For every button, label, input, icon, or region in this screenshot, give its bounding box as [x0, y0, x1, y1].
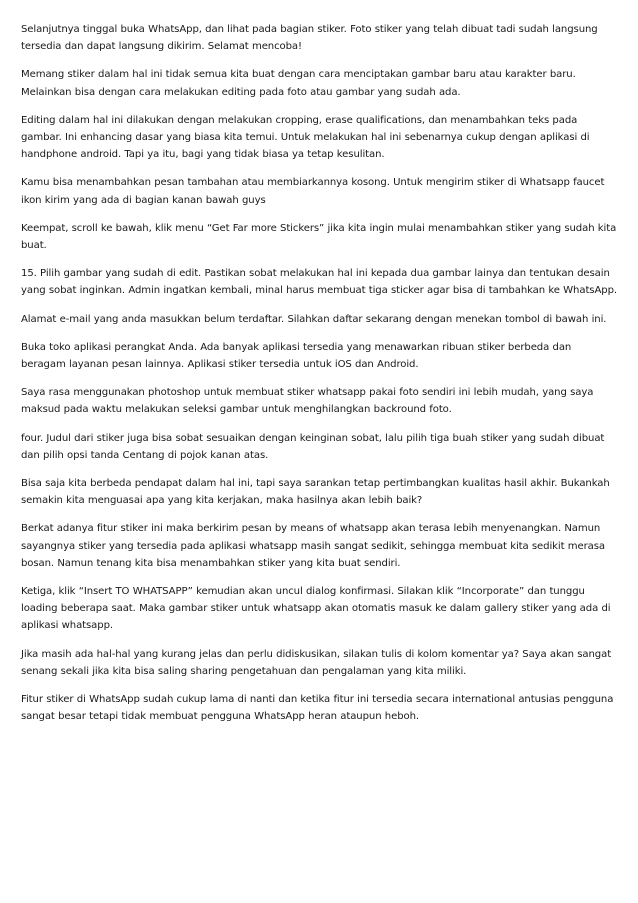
paragraph-10: four. Judul dari stiker juga bisa sobat sesuaikan dengan keinginan sobat, lalu pilih tiga buah stiker yang sudah dibuat dan pilih opsi tanda Centang di pojok kanan atas. — [21, 432, 605, 461]
paragraph-4: Kamu bisa menambahkan pesan tambahan atau membiarkannya kosong. Untuk mengirim stiker di Whatsapp faucet ikon kirim yang ada di bagian kanan bawah guys — [21, 177, 605, 206]
paragraph-3: Editing dalam hal ini dilakukan dengan melakukan cropping, erase qualifications, dan menambahkan teks pada gambar. Ini enhancing dasar yang biasa kita temui. Untuk melakukan hal ini sebenarnya cukup dengan aplikasi di handphone android. Tapi ya itu, bagi yang tidak biasa ya tetap kesulitan. — [21, 114, 590, 161]
paragraph-7: Alamat e-mail yang anda masukkan belum terdaftar. Silahkan daftar sekarang dengan menekan tombol di bawah ini. — [21, 313, 607, 325]
paragraph-9: Saya rasa menggunakan photoshop untuk membuat stiker whatsapp pakai foto sendiri ini lebih mudah, yang saya maksud pada waktu melakukan seleksi gambar untuk menghilangkan backround foto. — [21, 387, 594, 416]
document-body — [21, 21, 619, 737]
paragraph-6: 15. Pilih gambar yang sudah di edit. Pastikan sobat melakukan hal ini kepada dua gambar lainya dan tentukan desain yang sobat inginkan. Admin ingatkan kembali, minal harus membuat tiga sticker agar bisa di tambahkan ke WhatsApp. — [21, 268, 617, 297]
paragraph-2: Memang stiker dalam hal ini tidak semua kita buat dengan cara menciptakan gambar baru atau karakter baru. Melainkan bisa dengan cara melakukan editing pada foto atau gambar yang sudah ada. — [21, 69, 576, 98]
paragraph-13: Ketiga, klik “Insert TO WHATSAPP” kemudian akan uncul dialog konfirmasi. Silakan klik “Incorporate” dan tunggu loading beberapa saat. Maka gambar stiker untuk whatsapp akan otomatis masuk ke dalam gallery stiker yang ada di aplikasi whatsapp. — [21, 586, 611, 632]
paragraph-12: Berkat adanya fitur stiker ini maka berkirim pesan by means of whatsapp akan terasa lebih menyenangkan. Namun sayangnya stiker yang tersedia pada aplikasi whatsapp masih sangat sedikit, sehingga membuat kita sedikit merasa bosan. Namun tenang kita bisa menambahkan stiker yang kita buat sendiri. — [21, 523, 606, 569]
paragraph-15: Fitur stiker di WhatsApp sudah cukup lama di nanti dan ketika fitur ini tersedia secara international antusias pengguna sangat besar tetapi tidak membuat pengguna WhatsApp heran ataupun heboh. — [21, 694, 614, 723]
paragraph-1: Selanjutnya tinggal buka WhatsApp, dan lihat pada bagian stiker. Foto stiker yang telah dibuat tadi sudah langsung tersedia dan dapat langsung dikirim. Selamat mencoba! — [21, 24, 598, 53]
paragraph-14: Jika masih ada hal-hal yang kurang jelas dan perlu didiskusikan, silakan tulis di kolom komentar ya? Saya akan sangat senang sekali jika kita bisa saling sharing pengetahuan dan pengalaman yang kita miliki. — [21, 648, 612, 677]
paragraph-5: Keempat, scroll ke bawah, klik menu “Get Far more Stickers” jika kita ingin mulai menambahkan stiker yang sudah kita buat. — [21, 222, 617, 252]
paragraph-8: Buka toko aplikasi perangkat Anda. Ada banyak aplikasi tersedia yang menawarkan ribuan stiker berbeda dan beragam layanan pesan lainnya. Aplikasi stiker tersedia untuk iOS dan Android. — [21, 341, 572, 371]
paragraph-11: Bisa saja kita berbeda pendapat dalam hal ini, tapi saya sarankan tetap pertimbangkan kualitas hasil akhir. Bukankah semakin kita menguasai apa yang kita kerjakan, maka hasilnya akan lebih baik? — [21, 478, 610, 507]
